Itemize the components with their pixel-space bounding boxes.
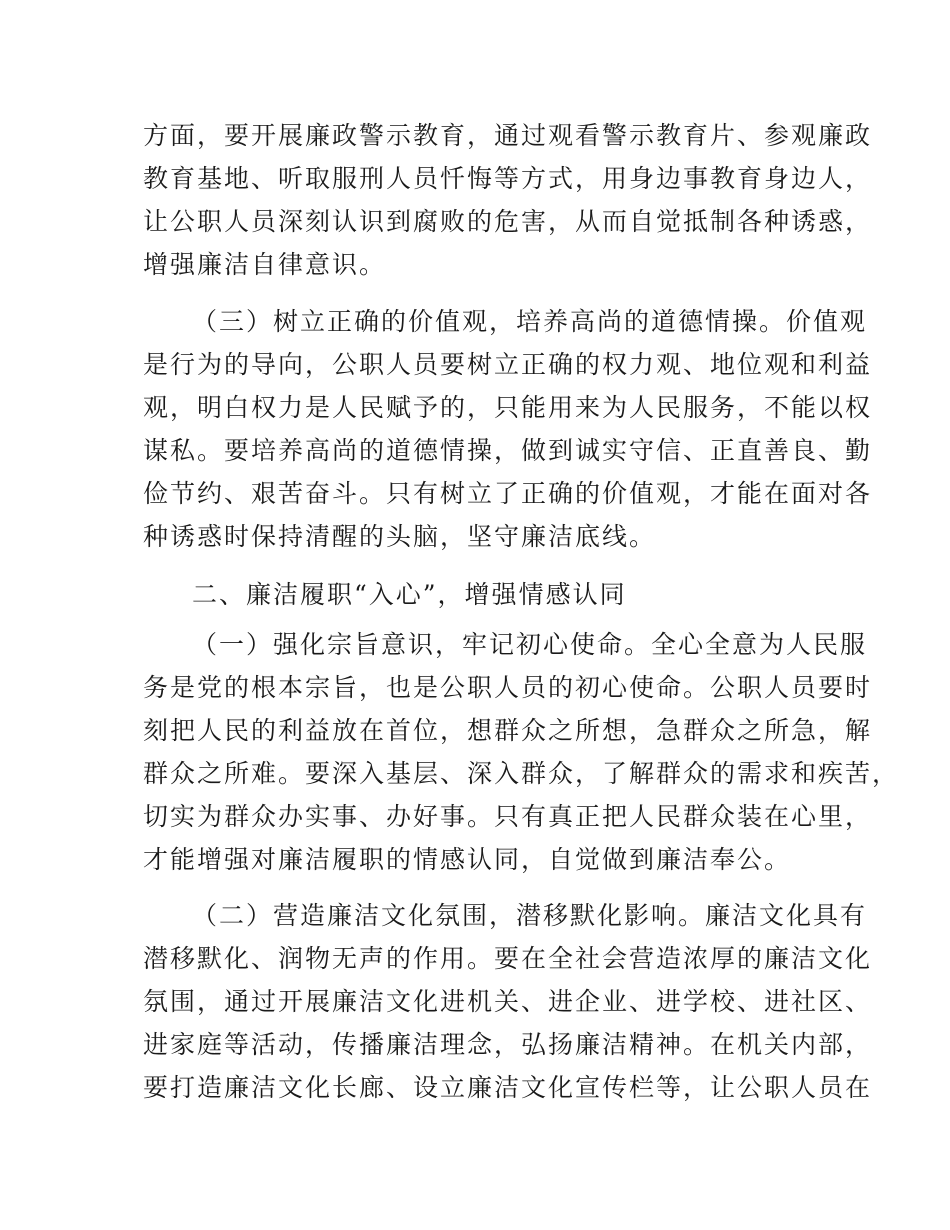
text-line: 观，明白权力是人民赋予的，只能用来为人民服务，不能以权	[143, 393, 873, 422]
paragraph-values	[143, 300, 873, 558]
text-line: 刻把人民的利益放在首位，想群众之所想，急群众之所急，解	[143, 716, 873, 745]
text-line: 务是党的根本宗旨，也是公职人员的初心使命。公职人员要时	[143, 673, 873, 702]
text-line: 方面，要开展廉政警示教育，通过观看警示教育片、参观廉政	[143, 121, 873, 150]
text-line: 让公职人员深刻认识到腐败的危害，从而自觉抵制各种诱惑，	[143, 207, 873, 236]
heading-line: 二、廉洁履职“入心”，增强情感认同	[192, 580, 627, 609]
text-line: 切实为群众办实事、办好事。只有真正把人民群众装在心里，	[143, 802, 873, 831]
text-line: 增强廉洁自律意识。	[143, 250, 387, 279]
text-line: 俭节约、艰苦奋斗。只有树立了正确的价值观，才能在面对各	[143, 479, 873, 508]
text-line: 潜移默化、润物无声的作用。要在全社会营造浓厚的廉洁文化	[143, 944, 873, 973]
paragraph-warning-education	[143, 114, 873, 286]
paragraph-culture	[143, 894, 873, 1109]
text-line: 是行为的导向，公职人员要树立正确的权力观、地位观和利益	[143, 350, 873, 379]
text-line: （三）树立正确的价值观，培养高尚的道德情操。价值观	[192, 307, 868, 336]
text-line: （一）强化宗旨意识，牢记初心使命。全心全意为人民服	[192, 630, 868, 659]
text-line: 要打造廉洁文化长廊、设立廉洁文化宣传栏等，让公职人员在	[143, 1073, 873, 1102]
text-line: 谋私。要培养高尚的道德情操，做到诚实守信、正直善良、勤	[143, 436, 873, 465]
text-line: 群众之所难。要深入基层、深入群众，了解群众的需求和疾苦，	[143, 759, 900, 788]
text-line: 进家庭等活动，传播廉洁理念，弘扬廉洁精神。在机关内部，	[143, 1030, 873, 1059]
text-line: 才能增强对廉洁履职的情感认同，自觉做到廉洁奉公。	[143, 845, 792, 874]
section-heading	[143, 573, 823, 616]
paragraph-purpose	[143, 623, 900, 881]
text-line: 种诱惑时保持清醒的头脑，坚守廉洁底线。	[143, 522, 657, 551]
text-line: （二）营造廉洁文化氛围，潜移默化影响。廉洁文化具有	[192, 901, 868, 930]
text-line: 氛围，通过开展廉洁文化进机关、进企业、进学校、进社区、	[143, 987, 873, 1016]
text-line: 教育基地、听取服刑人员忏悔等方式，用身边事教育身边人，	[143, 164, 873, 193]
